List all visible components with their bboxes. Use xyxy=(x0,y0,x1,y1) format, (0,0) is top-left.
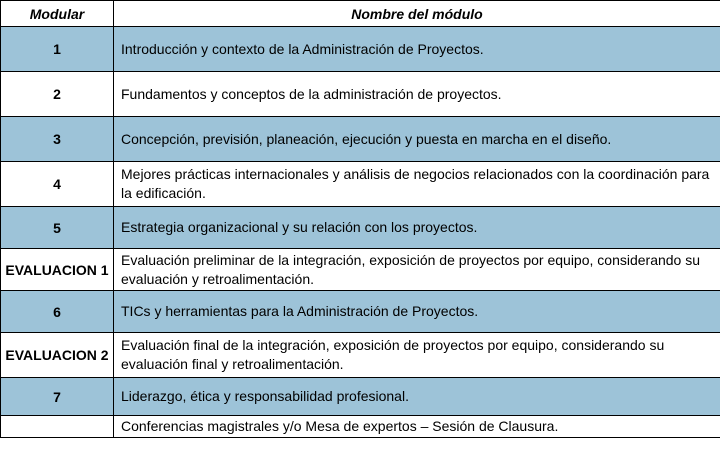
modular-cell: EVALUACION 2 xyxy=(1,333,114,378)
module-name-cell: Concepción, previsión, planeación, ejecución y puesta en marcha en el diseño. xyxy=(114,117,720,162)
module-name-cell: Mejores prácticas internacionales y análisis de negocios relacionados con la coordinación para la edificación. xyxy=(114,162,720,207)
table-row xyxy=(1,416,720,438)
module-name-cell: Introducción y contexto de la Administración de Proyectos. xyxy=(114,27,720,72)
table-row xyxy=(1,378,720,416)
modular-cell: 3 xyxy=(1,117,114,162)
modular-cell: 4 xyxy=(1,162,114,207)
modular-cell: 6 xyxy=(1,291,114,333)
modular-cell: 2 xyxy=(1,72,114,117)
modular-cell: 5 xyxy=(1,207,114,249)
table-row xyxy=(1,207,720,249)
modular-cell: 7 xyxy=(1,378,114,416)
table-row xyxy=(1,72,720,117)
table-row xyxy=(1,291,720,333)
module-name-cell: TICs y herramientas para la Administración de Proyectos. xyxy=(114,291,720,333)
table-row xyxy=(1,117,720,162)
module-name-cell: Fundamentos y conceptos de la administración de proyectos. xyxy=(114,72,720,117)
module-name-cell: Liderazgo, ética y responsabilidad profesional. xyxy=(114,378,720,416)
module-name-cell: Evaluación final de la integración, exposición de proyectos por equipo, considerando su evaluación final y retroalimentación. xyxy=(114,333,720,378)
modular-cell xyxy=(1,416,114,438)
module-name-cell: Conferencias magistrales y/o Mesa de expertos – Sesión de Clausura. xyxy=(114,416,720,438)
table-row xyxy=(1,27,720,72)
table-row xyxy=(1,162,720,207)
header-row xyxy=(1,1,720,27)
header-modular: Modular xyxy=(1,1,114,27)
header-module-name: Nombre del módulo xyxy=(114,1,720,27)
module-name-cell: Estrategia organizacional y su relación con los proyectos. xyxy=(114,207,720,249)
table-row xyxy=(1,333,720,378)
table-row xyxy=(1,249,720,291)
modular-cell: 1 xyxy=(1,27,114,72)
module-name-cell: Evaluación preliminar de la integración, exposición de proyectos por equipo, considerando su evaluación y retroalimentación. xyxy=(114,249,720,291)
modular-cell: EVALUACION 1 xyxy=(1,249,114,291)
